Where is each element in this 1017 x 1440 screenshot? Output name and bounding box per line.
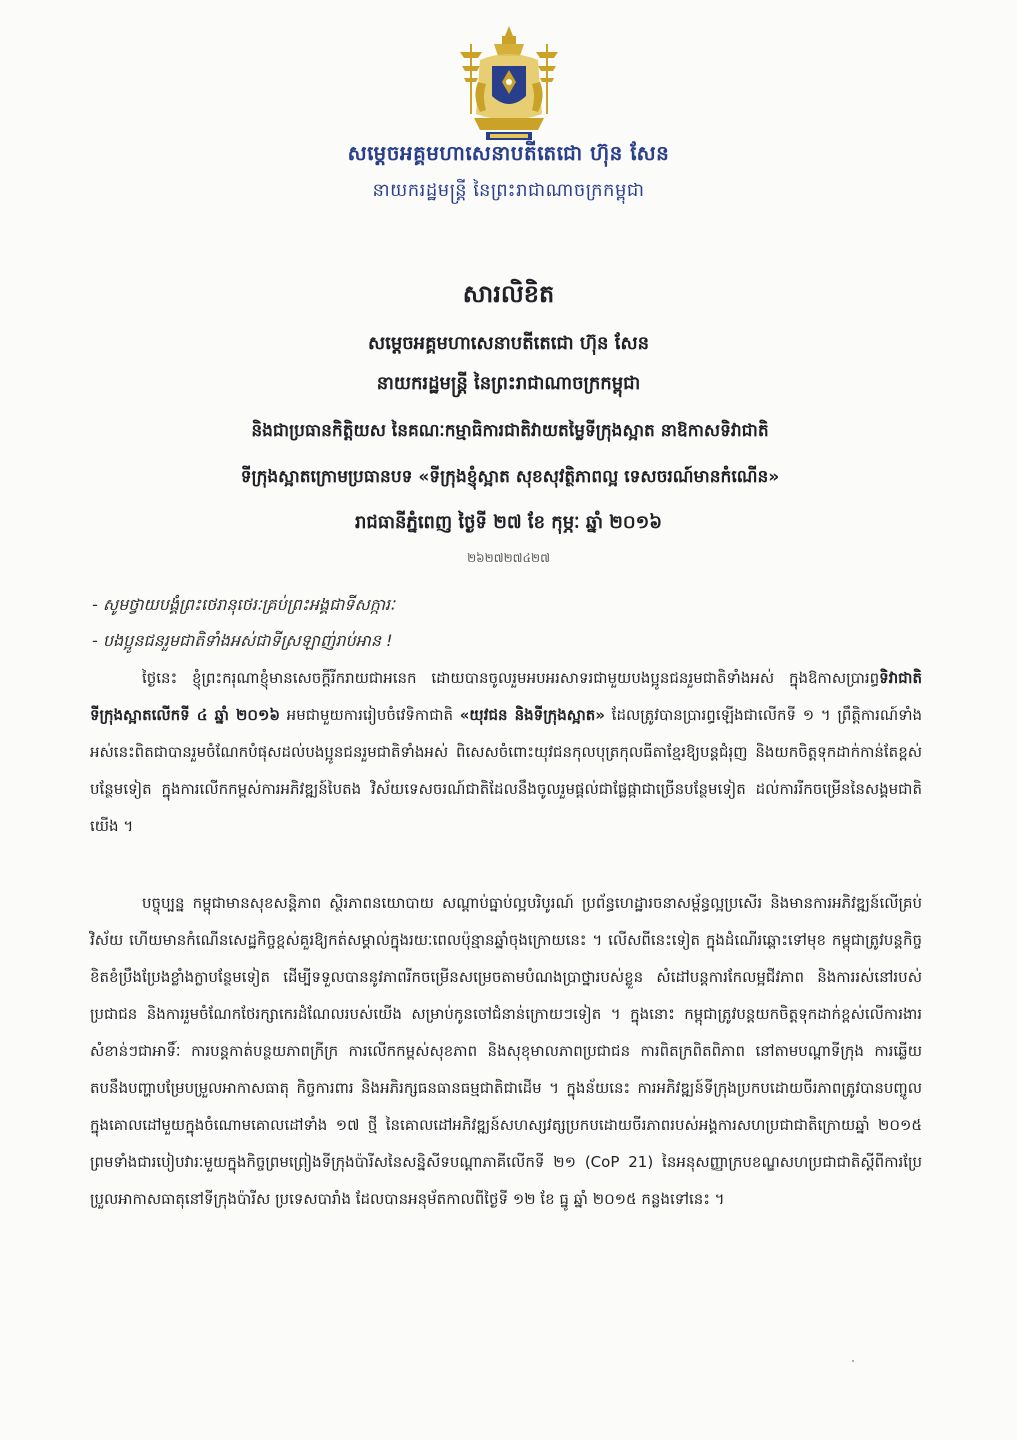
greeting-monks: - សូមថ្វាយបង្គំព្រះថេរានុថេរៈគ្រប់ព្រះអង្គជាទីសក្ការៈ: [92, 595, 395, 614]
heading-date: រាជធានីភ្នំពេញ ថ្ងៃទី ២៧ ខែ កុម្ភៈ ឆ្នាំ ២០១៦: [354, 512, 663, 533]
heading-line-3: និងជាប្រធានកិត្តិយស នៃគណៈកម្មាធិការជាតិវាយតម្លៃទីក្រុងស្អាត នាឱកាសទិវាជាតិ: [251, 421, 769, 441]
paragraph-1: [90, 660, 922, 845]
paragraph-1-part-e: ដែលត្រូវបានប្រារព្ធឡើងជាលើកទី ១ ។ ព្រឹត្តិការណ៍ទាំងអស់នេះពិតជាបានរួមចំណែកបំផុសដល់បងប្អូនជនរួមជាតិទាំងអស់ ពិសេសចំពោះយុវជនកុលបុត្រកុលធីតាខ្មែរឱ្យបន្តជំរុញ និងយកចិត្តទុកដាក់កាន់តែខ្ពស់បន្ថែមទៀត ក្នុងការលើកកម្ពស់ការអភិវឌ្ឍន៍បៃតង វិស័យទេសចរណ៍ជាតិដែលនឹងចូលរួមផ្ដល់ជាផ្លែផ្កាជាច្រើនបន្ថែមទៀត ដល់ការរីកចម្រើននៃសង្គមជាតិយើង ។: [90, 706, 923, 835]
sender-name: សម្ដេចអគ្គមហាសេនាបតីតេជោ ហ៊ុន សែន: [347, 141, 670, 165]
heading-line-2: នាយករដ្ឋមន្ត្រី នៃព្រះរាជាណាចក្រកម្ពុជា: [376, 373, 641, 394]
document-heading: សារលិខិត: [462, 280, 555, 308]
paragraph-1-forum: «យុវជន និងទីក្រុងស្អាត»: [459, 706, 605, 724]
heading-line-1: សម្ដេចអគ្គមហាសេនាបតីតេជោ ហ៊ុន សែន: [367, 333, 650, 354]
sender-title: នាយករដ្ឋមន្ត្រី នៃព្រះរាជាណាចក្រកម្ពុជា: [372, 180, 645, 201]
reference-number: ២៦២៧២៧៤២៧: [467, 551, 550, 565]
paragraph-1-part-a: ថ្ងៃនេះ ខ្ញុំព្រះករុណាខ្ញុំមានសេចក្ដីរីករាយជាអនេក ដោយបានចូលរួមអបអរសាទរជាមួយបងប្អូនជនរួមជាតិទាំងអស់ ក្នុងឱកាសប្រារព្ធ: [142, 669, 880, 687]
heading-line-4: ទីក្រុងស្អាតក្រោមប្រធានបទ «ទីក្រុងខ្ញុំស្អាត សុខសុវត្ថិភាពល្អ ទេសចរណ៍មានកំណើន»: [240, 467, 780, 487]
scan-speck: [852, 1360, 854, 1362]
paragraph-2: បច្ចុប្បន្ន កម្ពុជាមានសុខសន្តិភាព ស្ថិរភាពនយោបាយ សណ្ដាប់ធ្នាប់ល្អបរិបូរណ៍ ប្រព័ន្ធហេដ្ឋារចនាសម្ព័ន្ធល្អប្រសើរ និងមានការអភិវឌ្ឍន៍លើគ្រប់វិស័យ ហើយមានកំណើនសេដ្ឋកិច្ចខ្ពស់គួរឱ្យកត់សម្គាល់ក្នុងរយៈពេលប៉ុន្មានឆ្នាំចុងក្រោយនេះ ។ លើសពីនេះទៀត ក្នុងដំណើរឆ្ពោះទៅមុខ កម្ពុជាត្រូវបន្តកិច្ចខិតខំប្រឹងប្រែងខ្លាំងក្លាបន្ថែមទៀត ដើម្បីទទួលបាននូវភាពរីកចម្រើនសម្រេចតាមបំណងប្រាថ្នារបស់ខ្លួន សំដៅបន្តការកែលម្អជីវភាព និងការរស់នៅរបស់ប្រជាជន និងការរួមចំណែកថែរក្សាកេរដំណែលរបស់យើង សម្រាប់កូនចៅជំនាន់ក្រោយៗទៀត ។ ក្នុងនោះ កម្ពុជាត្រូវបន្តយកចិត្តទុកដាក់ខ្ពស់លើការងារសំខាន់ៗជាអាទិ៍ៈ ការបន្តកាត់បន្ថយភាពក្រីក្រ ការលើកកម្ពស់សុខភាព និងសុខុមាលភាពប្រជាជន ការពិតក្រពិតពិភាព នៅតាមបណ្ដាទីក្រុង ការឆ្លើយតបនឹងបញ្ហាបម្រែបម្រួលអាកាសធាតុ កិច្ចការពារ និងអភិរក្សធនធានធម្មជាតិជាដើម ។ ក្នុងន័យនេះ ការអភិវឌ្ឍន៍ទីក្រុងប្រកបដោយចីរភាពត្រូវបានបញ្ចូលក្នុងគោលដៅមួយក្នុងចំណោមគោលដៅទាំង ១៧ ថ្មី នៃគោលដៅអភិវឌ្ឍន៍សហស្សវត្សប្រកបដោយចីរភាពរបស់អង្គការសហប្រជាជាតិក្រោយឆ្នាំ ២០១៥ ព្រមទាំងជារបៀបវារៈមួយក្នុងកិច្ចព្រមព្រៀងទីក្រុងប៉ារីសនៃសន្និសីទបណ្ដាភាគីលើកទី ២១ (CoP 21) នៃអនុសញ្ញាក្របខណ្ឌសហប្រជាជាតិស្ដីពីការប្រែប្រួលអាកាសធាតុនៅទីក្រុងប៉ារីស ប្រទេសបារាំង ដែលបានអនុម័តកាលពីថ្ងៃទី ១២ ខែ ធ្នូ ឆ្នាំ ២០១៥ កន្លងទៅនេះ ។: [90, 894, 922, 1208]
greeting-citizens: - បងប្អូនជនរួមជាតិទាំងអស់ជាទីស្រឡាញ់រាប់អាន !: [92, 631, 393, 650]
paragraph-1-part-c: អមជាមួយការរៀបចំវេទិកាជាតិ: [279, 706, 460, 724]
paragraph-1-event: ទិវាជាតិទីក្រុងស្អាតលើកទី ៤ ឆ្នាំ ២០១៦: [90, 669, 922, 724]
royal-coat-of-arms-icon: [450, 22, 568, 150]
